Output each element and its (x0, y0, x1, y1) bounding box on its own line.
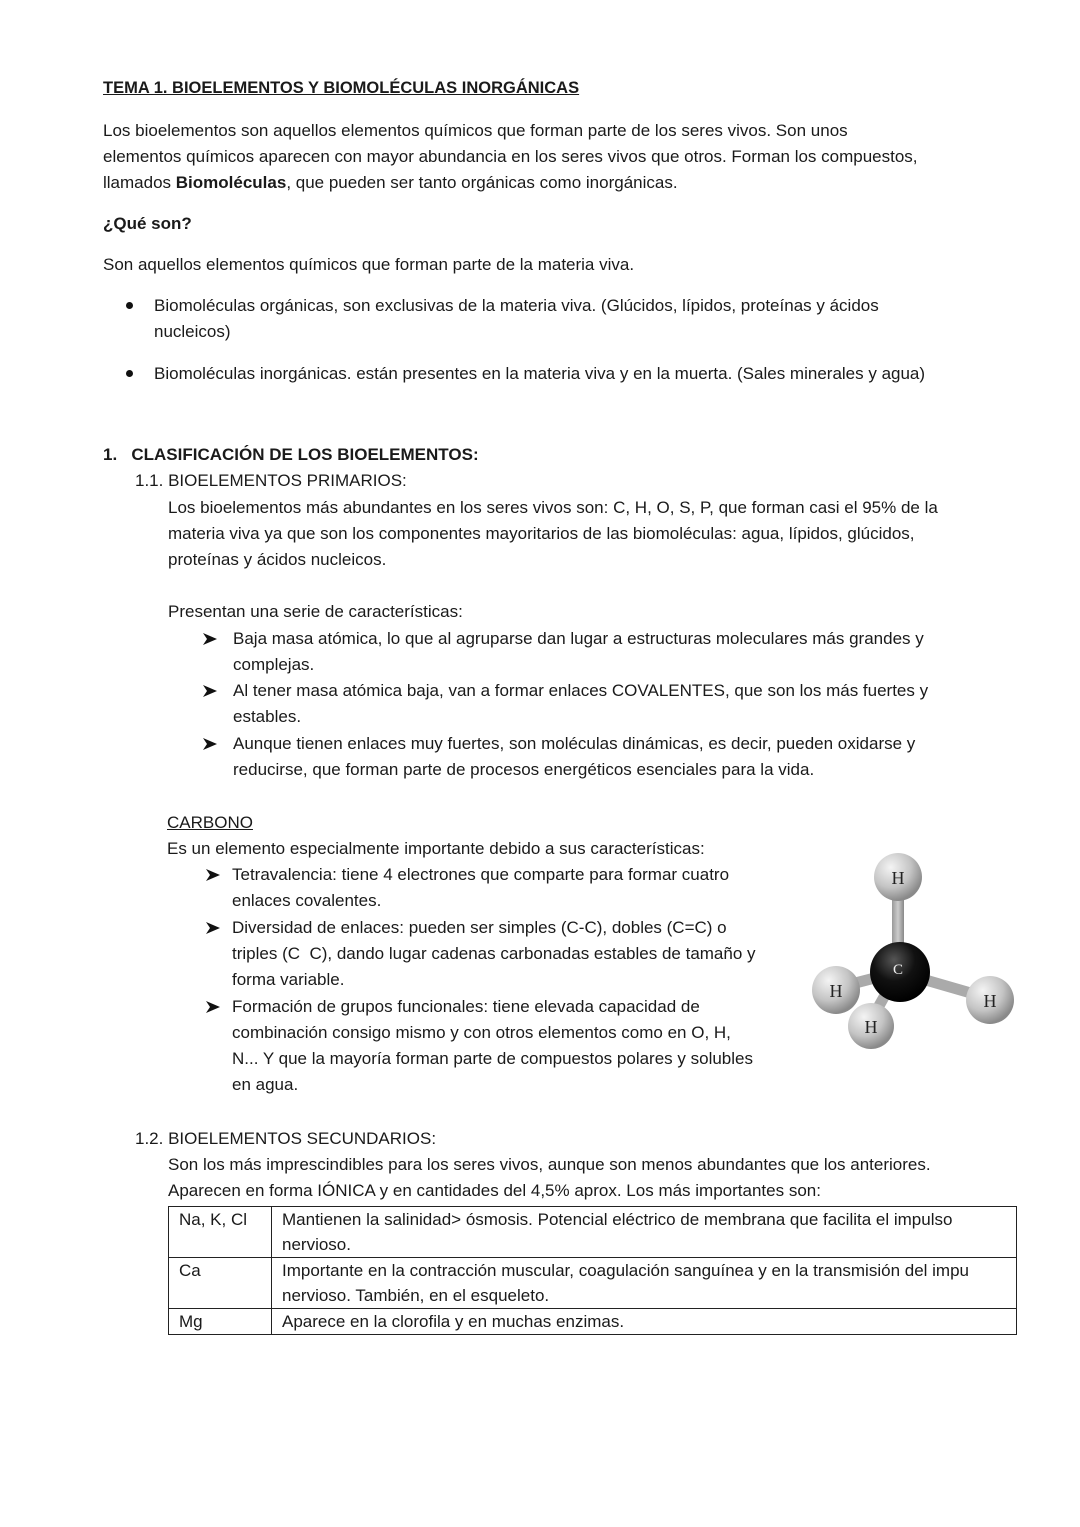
carbono-item-3-line-1: Formación de grupos funcionales: tiene elevada capacidad de (232, 997, 700, 1016)
svg-text:H: H (891, 868, 905, 888)
element-cell: Ca (169, 1258, 272, 1309)
bullet-organicas-line-2: nucleicos) (154, 322, 231, 341)
que-son-definition: Son aquellos elementos químicos que forman parte de la materia viva. (103, 255, 635, 274)
description-cell (272, 1258, 1017, 1309)
table-row (169, 1207, 1017, 1258)
arrow-bullet-icon (205, 921, 223, 935)
arrow-bullet-icon (205, 1000, 223, 1014)
arrow-bullet-icon (202, 737, 220, 751)
description-line: Aparece en la clorofila y en muchas enzimas. (282, 1312, 625, 1331)
intro-line-1: Los bioelementos son aquellos elementos químicos que forman parte de los seres vivos. Son unos (103, 121, 848, 140)
primarios-para-line-3: proteínas y ácidos nucleicos. (168, 550, 387, 569)
description-line: nervioso. (282, 1235, 351, 1254)
caracteristica-3-line-1: Aunque tienen enlaces muy fuertes, son moléculas dinámicas, es decir, pueden oxidarse y (233, 734, 916, 753)
svg-text:H: H (983, 991, 997, 1011)
secundarios-para-line-2: Aparecen en forma IÓNICA y en cantidades del 4,5% aprox. Los más importantes son: (168, 1181, 821, 1200)
que-son-heading: ¿Qué son? (103, 214, 192, 233)
primarios-para-line-2: materia viva ya que son los componentes mayoritarios de las biomoléculas: agua, lípidos, glúcidos, (168, 524, 915, 543)
intro-text: , que pueden ser tanto orgánicas como inorgánicas. (286, 173, 678, 192)
bullet-icon (126, 370, 133, 377)
caracteristicas-intro: Presentan una serie de características: (168, 602, 463, 621)
table-row (169, 1309, 1017, 1335)
carbono-item-2-line-3: forma variable. (232, 970, 345, 989)
carbono-item-1-line-2: enlaces covalentes. (232, 891, 382, 910)
intro-text: llamados (103, 173, 176, 192)
svg-text:H: H (864, 1017, 878, 1037)
svg-text:C: C (892, 962, 904, 978)
arrow-bullet-icon (202, 684, 220, 698)
table-row (169, 1258, 1017, 1309)
subsection-1-1-heading: 1.1. BIOELEMENTOS PRIMARIOS: (135, 471, 407, 490)
carbono-item-3-line-3: N... Y que la mayoría forman parte de compuestos polares y solubles (232, 1049, 753, 1068)
carbono-heading: CARBONO (167, 813, 253, 832)
section-1-heading: 1. CLASIFICACIÓN DE LOS BIOELEMENTOS: (103, 445, 479, 464)
primarios-para-line-1: Los bioelementos más abundantes en los seres vivos son: C, H, O, S, P, que forman casi el 95% de la (168, 498, 938, 517)
intro-line-2: elementos químicos aparecen con mayor abundancia en los seres vivos que otros. Forman los compuestos, (103, 147, 918, 166)
element-cell: Na, K, Cl (169, 1207, 272, 1258)
bullet-icon (126, 302, 133, 309)
description-line: Importante en la contracción muscular, coagulación sanguínea y en la transmisión del impu (282, 1261, 969, 1280)
document-title: TEMA 1. BIOELEMENTOS Y BIOMOLÉCULAS INORGÁNICAS (103, 79, 580, 97)
bullet-inorganicas: Biomoléculas inorgánicas. están presentes en la materia viva y en la muerta. (Sales minerales y agua) (154, 364, 926, 383)
subsection-1-2-heading: 1.2. BIOELEMENTOS SECUNDARIOS: (135, 1129, 437, 1148)
arrow-bullet-icon (202, 632, 220, 646)
secundarios-table (168, 1206, 1017, 1335)
carbono-item-3-line-2: combinación consigo mismo y con otros elementos como en O, H, (232, 1023, 731, 1042)
caracteristica-2-line-2: estables. (233, 707, 302, 726)
biomoleculas-term: Biomoléculas (175, 173, 287, 192)
secundarios-para-line-1: Son los más imprescindibles para los seres vivos, aunque son menos abundantes que los anteriores. (168, 1155, 931, 1174)
arrow-bullet-icon (205, 868, 223, 882)
description-line: nervioso. También, en el esqueleto. (282, 1286, 550, 1305)
intro-line-3 (103, 170, 678, 196)
svg-text:H: H (829, 981, 843, 1001)
element-cell: Mg (169, 1309, 272, 1335)
bullet-organicas-line-1: Biomoléculas orgánicas, son exclusivas de la materia viva. (Glúcidos, lípidos, proteínas y ácidos (154, 296, 879, 315)
description-cell (272, 1207, 1017, 1258)
caracteristica-1-line-2: complejas. (233, 655, 315, 674)
carbono-item-2-line-2: triples (C C), dando lugar cadenas carbonadas estables de tamaño y (232, 944, 756, 963)
carbono-item-2-line-1: Diversidad de enlaces: pueden ser simples (C-C), dobles (C=C) o (232, 918, 727, 937)
methane-molecule-image (808, 850, 1018, 1050)
caracteristica-1-line-1: Baja masa atómica, lo que al agruparse dan lugar a estructuras moleculares más grandes y (233, 629, 924, 648)
carbono-intro: Es un elemento especialmente importante debido a sus características: (167, 839, 705, 858)
carbono-item-1-line-1: Tetravalencia: tiene 4 electrones que comparte para formar cuatro (232, 865, 730, 884)
description-line: Mantienen la salinidad> ósmosis. Potencial eléctrico de membrana que facilita el impulso (282, 1210, 953, 1229)
caracteristica-2-line-1: Al tener masa atómica baja, van a formar enlaces COVALENTES, que son los más fuertes y (233, 681, 929, 700)
carbono-item-3-line-4: en agua. (232, 1075, 299, 1094)
description-cell (272, 1309, 1017, 1335)
caracteristica-3-line-2: reducirse, que forman parte de procesos energéticos esenciales para la vida. (233, 760, 815, 779)
